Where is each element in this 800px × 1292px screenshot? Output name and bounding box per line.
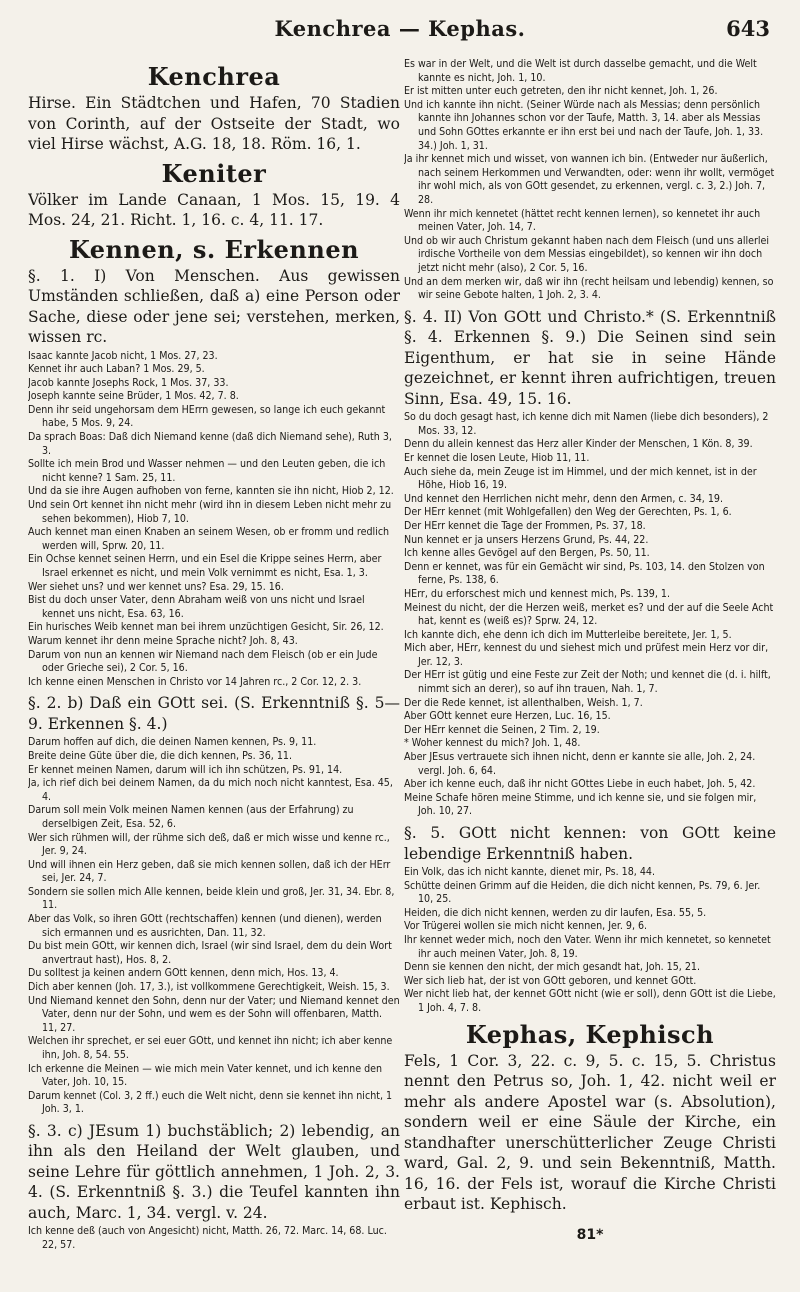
citation-line: Auch kennet man einen Knaben an seinem Wesen, ob er fromm und redlich werden will, Sprw. 20, 11. [28, 526, 390, 552]
citation-line: Und da sie ihre Augen aufhoben von ferne, kannten sie ihn nicht, Hiob 2, 12. [28, 485, 394, 498]
citation-line: Er kennet die losen Leute, Hiob 11, 11. [404, 451, 590, 464]
section-paragraph: §. 2. b) Daß ein GOtt sei. (S. Erkenntniß §. 5—9. Erkennen §. 4.) [28, 694, 400, 733]
citation-line: * Woher kennest du mich? Joh. 1, 48. [404, 737, 581, 750]
citation-line: Breite deine Güte über die, die dich kennen, Ps. 36, 11. [28, 749, 292, 762]
citation-line: Meine Schafe hören meine Stimme, und ich kenne sie, und sie folgen mir, Joh. 10, 27. [404, 791, 757, 818]
section-paragraph: Fels, 1 Cor. 3, 22. c. 9, 5. c. 15, 5. Christus nennt den Petrus so, Joh. 1, 42. nicht weil er mehr als andere Apostel war (s. Absolution), sondern weil er eine Säule der Kirche, ein standhafter unerschütterlicher Zeuge Christi ward, Gal. 2, 9. und sein Bekenntniß, Matth. 16, 16. der Fels ist, worauf die Kirche Christi erbaut ist. Kephisch. [404, 1051, 776, 1214]
citation-line: Warum kennet ihr denn meine Sprache nicht? Joh. 8, 43. [28, 634, 298, 647]
citation-line: Aber JEsus vertrauete sich ihnen nicht, denn er kannte sie alle, Joh. 2, 24. vergl. Joh. 6, 64. [404, 751, 756, 777]
citation-line: Heiden, die dich nicht kennen, werden zu dir laufen, Esa. 55, 5. [404, 906, 707, 919]
citation-line: Der HErr kennet die Seinen, 2 Tim. 2, 19. [404, 723, 600, 736]
citation-line: Wenn ihr mich kennetet (hättet recht kennen lernen), so kennetet ihr auch meinen Vater, Joh. 14, 7. [404, 207, 761, 234]
citation-line: Wer nicht lieb hat, der kennet GOtt nicht (wie er soll), denn GOtt ist die Liebe, 1 Joh. 4, 7. 8. [404, 988, 776, 1014]
page-number: 643 [726, 16, 770, 41]
citation-line: Da sprach Boas: Daß dich Niemand kenne (daß dich Niemand sehe), Ruth 3, 3. [28, 431, 392, 457]
citation-line: Auch siehe da, mein Zeuge ist im Himmel, und der mich kennet, ist in der Höhe, Hiob 16, 19. [404, 465, 757, 492]
citation-line: Welchen ihr sprechet, er sei euer GOtt, und kennet ihn nicht; ich aber kenne ihn, Joh. 8, 54. 55. [28, 1035, 393, 1061]
citation-line: Joseph kannte seine Brüder, 1 Mos. 42, 7. 8. [28, 390, 239, 403]
citation-line: Wer sich rühmen will, der rühme sich deß, daß er mich wisse und kenne rc., Jer. 9, 24. [28, 831, 390, 858]
citation-line: Darum kennet (Col. 3, 2 ff.) euch die Welt nicht, denn sie kennet ihn nicht, 1 Joh. 3, 1. [28, 1089, 393, 1116]
citation-line: Isaac kannte Jacob nicht, 1 Mos. 27, 23. [28, 349, 218, 362]
citation-line: Ich kenne einen Menschen in Christo vor 14 Jahren rc., 2 Cor. 12, 2. 3. [28, 675, 362, 688]
citation-line: Vor Trügerei wollen sie mich nicht kennen, Jer. 9, 6. [404, 920, 648, 933]
running-head: Kenchrea — Kephas. [274, 16, 526, 41]
citation-line: Denn sie kennen den nicht, der mich gesandt hat, Joh. 15, 21. [404, 961, 700, 974]
citation-line: Meinest du nicht, der die Herzen weiß, merket es? und der auf die Seele Acht hat, kennt es (weiß es)? Sprw. 24, 12. [404, 601, 774, 628]
citation-line: Bist du doch unser Vater, denn Abraham weiß von uns nicht und Israel kennet uns nicht, Esa. 63, 16. [28, 594, 365, 620]
citation-line: Aber GOtt kennet eure Herzen, Luc. 16, 15. [404, 710, 611, 723]
citation-line: Sollte ich mein Brod und Wasser nehmen — und den Leuten geben, die ich nicht kenne? 1 Sam. 25, 11. [28, 458, 386, 484]
signature-mark: 81* [576, 1226, 604, 1243]
citation-line: Nun kennet er ja unsers Herzens Grund, Ps. 44, 22. [404, 533, 649, 546]
section-paragraph: §. 1. I) Von Menschen. Aus gewissen Umständen schließen, daß a) eine Person oder Sache, diese oder jene sei; verstehen, merken, wissen rc. [28, 266, 400, 346]
citation-line: Ich erkenne die Meinen — wie mich mein Vater kennet, und ich kenne den Vater, Joh. 10, 15. [28, 1062, 383, 1089]
left-column [28, 58, 400, 1258]
citation-line: Darum von nun an kennen wir Niemand nach dem Fleisch (ob er ein Jude oder Grieche sei), 2 Cor. 5, 16. [28, 648, 378, 675]
citation-line: Und will ihnen ein Herz geben, daß sie mich kennen sollen, daß ich der HErr sei, Jer. 24, 7. [28, 858, 391, 885]
citation-line: Ein Ochse kennet seinen Herrn, und ein Esel die Krippe seines Herrn, aber Israel erkennet es nicht, und mein Volk vernimmt es nicht, Esa. 1, 3. [28, 553, 382, 579]
citation-line: Darum soll mein Volk meinen Namen kennen (aus der Erfahrung) zu derselbigen Zeit, Esa. 52, 6. [28, 804, 354, 830]
citation-line: Aber ich kenne euch, daß ihr nicht GOttes Liebe in euch habet, Joh. 5, 42. [404, 778, 756, 791]
section-paragraph: §. 4. II) Von GOtt und Christo.* (S. Erkenntniß §. 4. Erkennen §. 9.) Die Seinen sind sein Eigenthum, er hat sie in seine Hände gezeichnet, er kennt ihren aufrichtigen, treuen Sinn, Esa. 49, 15. 16. [404, 307, 776, 408]
citation-line: Und an dem merken wir, daß wir ihn (recht heilsam und lebendig) kennen, so wir seine Gebote halten, 1 Joh. 2, 3. 4. [404, 275, 774, 302]
citation-line: Und kennet den Herrlichen nicht mehr, denn den Armen, c. 34, 19. [404, 492, 724, 505]
citation-line: Jacob kannte Josephs Rock, 1 Mos. 37, 33. [28, 376, 229, 389]
entry-title: Kephas, Kephisch [465, 1019, 715, 1049]
section-paragraph: Völker im Lande Canaan, 1 Mos. 15, 19. 4 Mos. 24, 21. Richt. 1, 16. c. 4, 11. 17. [28, 190, 400, 229]
section-paragraph: §. 3. c) JEsum 1) buchstäblich; 2) lebendig, an ihn als den Heiland der Welt glauben, und seine Lehre für göttlich annehmen, 1 Joh. 2, 3. 4. (S. Erkenntniß §. 3.) die Teufel kannten ihn auch, Marc. 1, 34. vergl. v. 24. [28, 1121, 400, 1222]
citation-line: Und Niemand kennet den Sohn, denn nur der Vater; und Niemand kennet den Vater, denn nur der Sohn, und wem es der Sohn will offenbaren, Matth. 11, 27. [28, 994, 400, 1034]
citation-line: Sondern sie sollen mich Alle kennen, beide klein und groß, Jer. 31, 34. Ebr. 8, 11. [28, 885, 395, 912]
citation-line: Mich aber, HErr, kennest du und siehest mich und prüfest mein Herz vor dir, Jer. 12, 3. [404, 642, 769, 668]
citation-line: Und ich kannte ihn nicht. (Seiner Würde nach als Messias; denn persönlich kannte ihn Johannes schon vor der Taufe, Matth. 3, 14. aber als Messias und Sohn GOttes erkannte er ihn erst bei und nach der Taufe, Joh. 1, 33. 34.) Joh. 1, 31. [404, 98, 764, 152]
page-header [0, 16, 800, 50]
citation-line: Es war in der Welt, und die Welt ist durch dasselbe gemacht, und die Welt kannte es nicht, Joh. 1, 10. [404, 58, 757, 84]
citation-line: Der HErr kennet die Tage der Frommen, Ps. 37, 18. [404, 519, 646, 532]
citation-line: Du solltest ja keinen andern GOtt kennen, denn mich, Hos. 13, 4. [28, 967, 339, 980]
citation-line: Der die Rede kennet, ist allenthalben, Weish. 1, 7. [404, 696, 643, 709]
citation-line: Ich kenne alles Gevögel auf den Bergen, Ps. 50, 11. [404, 547, 650, 560]
citation-line: Ihr kennet weder mich, noch den Vater. Wenn ihr mich kennetet, so kennetet ihr auch meinen Vater, Joh. 8, 19. [404, 933, 771, 960]
citation-line: Ich kannte dich, ehe denn ich dich im Mutterleibe bereitete, Jer. 1, 5. [404, 628, 732, 641]
citation-line: Du bist mein GOtt, wir kennen dich, Israel (wir sind Israel, dem du dein Wort anvertraut hast), Hos. 8, 2. [28, 940, 392, 966]
citation-line: Ein Volk, das ich nicht kannte, dienet mir, Ps. 18, 44. [404, 866, 656, 878]
citation-line: Er ist mitten unter euch getreten, den ihr nicht kennet, Joh. 1, 26. [404, 85, 718, 98]
citation-line: Und ob wir auch Christum gekannt haben nach dem Fleisch (und uns allerlei irdische Vortheile von dem Messias eingebildet), so kennen wir ihn doch jetzt nicht mehr (also), 2 Cor. 5, 16. [404, 234, 770, 274]
citation-line: So du doch gesagt hast, ich kenne dich mit Namen (liebe dich besonders), 2 Mos. 33, 12. [404, 411, 769, 437]
section-paragraph: §. 5. GOtt nicht kennen: von GOtt keine lebendige Erkenntniß haben. [404, 824, 776, 863]
citation-line: Ja, ich rief dich bei deinem Namen, da du mich noch nicht kanntest, Esa. 45, 4. [28, 777, 393, 803]
citation-line: Denn er kennet, was für ein Gemächt wir sind, Ps. 103, 14. den Stolzen von ferne, Ps. 138, 6. [404, 560, 765, 587]
citation-line: Ja ihr kennet mich und wisset, von wannen ich bin. (Entweder nur äußerlich, nach seinem Herkommen und Verwandten, oder: wenn ihr wollt, vermöget ihr wohl mich, als von GOtt gesendet, zu erkennen, vergl. c. 3, 2.) Joh. 7, 28. [404, 153, 775, 206]
citation-line: Darum hoffen auf dich, die deinen Namen kennen, Ps. 9, 11. [28, 736, 317, 749]
citation-line: Kennet ihr auch Laban? 1 Mos. 29, 5. [28, 363, 205, 376]
citation-line: Denn ihr seid ungehorsam dem HErrn gewesen, so lange ich euch gekannt habe, 5 Mos. 9, 24. [28, 403, 386, 430]
citation-line: Ich kenne deß (auch von Angesicht) nicht, Matth. 26, 72. Marc. 14, 68. Luc. 22, 57. [28, 1225, 387, 1252]
citation-line: Er kennet meinen Namen, darum will ich ihn schützen, Ps. 91, 14. [28, 763, 343, 776]
entry-title: Keniter [161, 158, 267, 188]
citation-line: Ein hurisches Weib kennet man bei ihrem unzüchtigen Gesicht, Sir. 26, 12. [28, 621, 384, 634]
citation-line: Der HErr kennet (mit Wohlgefallen) den Weg der Gerechten, Ps. 1, 6. [404, 506, 732, 519]
citation-line: Und sein Ort kennet ihn nicht mehr (wird ihn in diesem Leben nicht mehr zu sehen bekommen), Hiob 7, 10. [28, 499, 392, 525]
section-paragraph: Hirse. Ein Städtchen und Hafen, 70 Stadien von Corinth, auf der Ostseite der Stadt, wo viel Hirse wächst, A.G. 18, 18. Röm. 16, 1. [28, 94, 400, 153]
citation-line: Schütte deinen Grimm auf die Heiden, die dich nicht kennen, Ps. 79, 6. Jer. 10, 25. [404, 879, 761, 906]
entry-title: Kenchrea [147, 62, 281, 91]
citation-line: Wer sich lieb hat, der ist von GOtt geboren, und kennet GOtt. [404, 974, 697, 987]
citation-line: Wer siehet uns? und wer kennet uns? Esa. 29, 15. 16. [28, 580, 284, 593]
right-column [404, 58, 776, 1258]
citation-line: Der HErr ist gütig und eine Feste zur Zeit der Noth; und kennet die (d. i. hilft, nimmt sich an derer), so auf ihn trauen, Nah. 1, 7. [404, 669, 771, 696]
citation-line: Dich aber kennen (Joh. 17, 3.), ist vollkommene Gerechtigkeit, Weish. 15, 3. [28, 981, 390, 994]
citation-line: Denn du allein kennest das Herz aller Kinder der Menschen, 1 Kön. 8, 39. [404, 438, 753, 451]
citation-line: Aber das Volk, so ihren GOtt (rechtschaffen) kennen (und dienen), werden sich ermannen und es ausrichten, Dan. 11, 32. [28, 913, 382, 939]
citation-line: HErr, du erforschest mich und kennest mich, Ps. 139, 1. [404, 587, 670, 600]
entry-title: Kennen, s. Erkennen [68, 234, 360, 264]
